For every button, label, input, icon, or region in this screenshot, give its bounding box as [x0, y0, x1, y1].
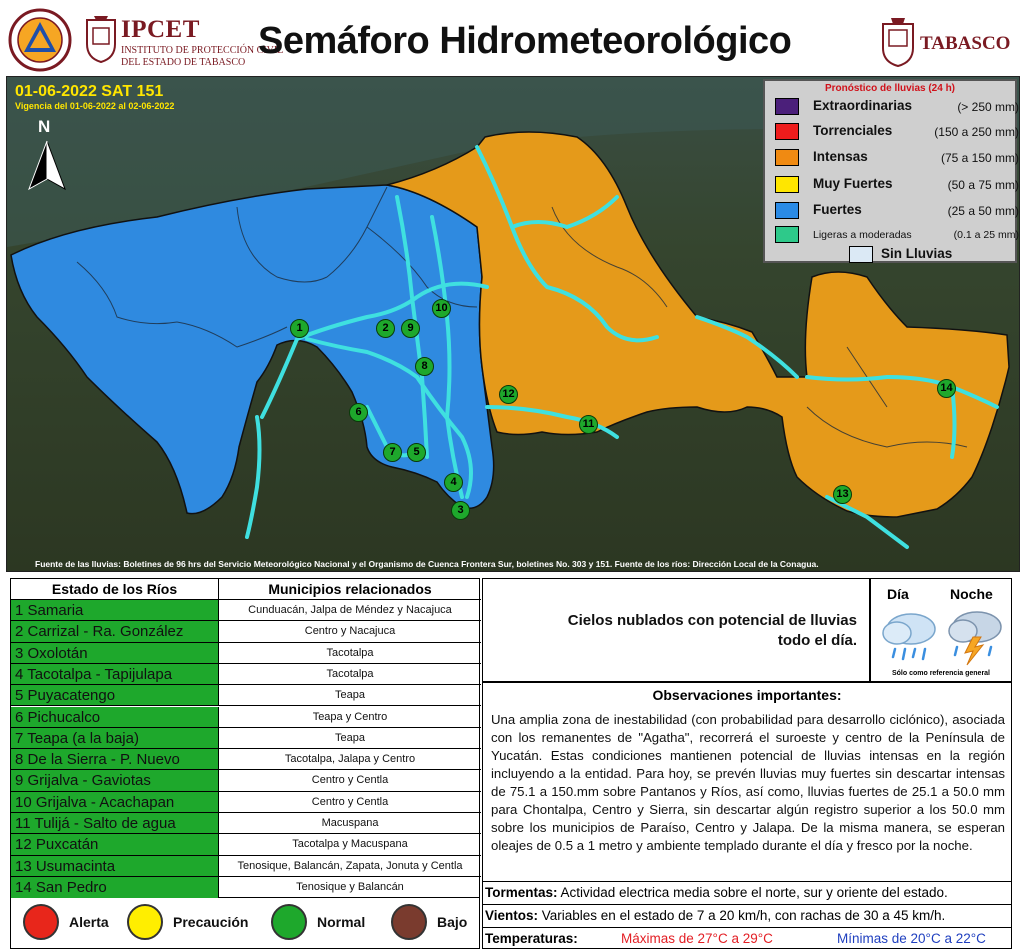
- north-letter: N: [38, 117, 51, 136]
- tabasco-shield-logo: [880, 16, 916, 68]
- header: [0, 0, 1024, 76]
- river-marker-2: 2: [376, 319, 395, 338]
- legend-item-torrenciales: [773, 120, 1019, 142]
- table-row: [11, 600, 481, 621]
- river-name: 12 Puxcatán: [11, 834, 219, 854]
- header-municipios: Municipios relacionados: [268, 581, 432, 597]
- legend-label: Intensas: [813, 149, 868, 164]
- table-row: [11, 749, 481, 770]
- table-row: [11, 664, 481, 685]
- table-row: [11, 813, 481, 834]
- day-label: Día: [887, 586, 909, 602]
- vientos-label: Vientos:: [485, 908, 539, 923]
- table-row: [11, 621, 481, 642]
- legend-item-intensas: [773, 146, 1019, 168]
- rivers-status-table: [10, 578, 480, 898]
- table-row: [11, 770, 481, 791]
- temp-max: Máximas de 27°C a 29°C: [621, 931, 773, 946]
- river-municipios: Tenosique, Balancán, Zapata, Jonuta y Centla: [237, 859, 463, 872]
- temperaturas-row: [482, 928, 1012, 949]
- river-marker-1: 1: [290, 319, 309, 338]
- river-name: 9 Grijalva - Gaviotas: [11, 770, 219, 790]
- legend-label: Fuertes: [813, 202, 862, 217]
- legend-title: Pronóstico de lluvias (24 h): [824, 83, 956, 94]
- legend-swatch: [775, 149, 799, 166]
- river-marker-14: 14: [937, 379, 956, 398]
- proteccion-civil-logo: [8, 8, 72, 72]
- temperaturas-label: Temperaturas:: [485, 931, 578, 946]
- table-row: [11, 792, 481, 813]
- status-dot: [127, 904, 163, 940]
- legend-range: (25 a 50 mm): [947, 204, 1019, 218]
- table-row: [11, 685, 481, 706]
- river-municipios: Tenosique y Balancán: [296, 880, 404, 893]
- day-night-box: [870, 578, 1012, 682]
- legend-item-sin-lluvias: [773, 243, 1013, 265]
- legend-label: Sin Lluvias: [881, 246, 953, 261]
- legend-range: (50 a 75 mm): [947, 178, 1019, 192]
- table-row: [11, 856, 481, 877]
- legend-label: Ligeras a moderadas: [813, 229, 912, 241]
- table-header: [11, 579, 481, 600]
- table-row: [11, 834, 481, 855]
- river-marker-12: 12: [499, 385, 518, 404]
- river-name: 1 Samaria: [11, 600, 219, 620]
- legend-swatch: [775, 226, 799, 243]
- river-municipios: Cunduacán, Jalpa de Méndez y Nacajuca: [248, 604, 452, 616]
- forecast-line-1: Cielos nublados con potencial de lluvias: [567, 612, 857, 629]
- rain-legend: [763, 79, 1017, 263]
- legend-swatch: [775, 123, 799, 140]
- legend-label: Torrenciales: [813, 123, 893, 138]
- river-municipios: Tacotalpa: [326, 646, 374, 659]
- status-dot: [23, 904, 59, 940]
- table-row: [11, 643, 481, 664]
- river-name: 13 Usumacinta: [11, 856, 219, 876]
- header-estado: Estado de los Ríos: [11, 579, 219, 599]
- river-name: 3 Oxolotán: [11, 643, 219, 663]
- river-marker-5: 5: [407, 443, 426, 462]
- ipcet-title: IPCET: [121, 16, 200, 43]
- forecast-box: [482, 578, 870, 682]
- river-marker-4: 4: [444, 473, 463, 492]
- storm-cloud-icon: [943, 603, 1007, 667]
- forecast-text: [497, 611, 857, 651]
- river-municipios: Teapa: [335, 689, 365, 702]
- vientos-text: Variables en el estado de 7 a 20 km/h, con rachas de 30 a 45 km/h.: [538, 908, 946, 923]
- river-municipios: Tacotalpa, Jalapa y Centro: [284, 753, 416, 766]
- legend-range: (> 250 mm): [957, 100, 1019, 114]
- tormentas-label: Tormentas:: [485, 885, 558, 900]
- observations-text: Una amplia zona de inestabilidad (con probabilidad para desarrollo ciclónico), asociada con los remanentes de "Agatha", recorrerá el suroeste y centro de la Península de Yucatán. Estas condiciones mantienen potencial de lluvias intensas en la región incluyendo a la entidad. Para hoy, se prevén lluvias muy fuertes sin descartar intensas de 75.1 a 150.mm sobre Pantanos y Ríos, así como, lluvias fuertes de 25.1 a 50.0 mm para Chontalpa, Centro y Sierra, sin descartar algún registro superior a los 50.0 mm sobre los municipios de Paraíso, Centro y Jalapa. De la misma manera, se esperan oleajes de 0.5 a 1 metro y ambiente templado durante el día y fresco por la noche.: [491, 712, 1005, 853]
- river-name: 14 San Pedro: [11, 877, 219, 898]
- river-municipios: Teapa: [335, 731, 365, 744]
- legend-item-fuertes: [773, 199, 1019, 221]
- river-municipios: Tacotalpa: [326, 667, 374, 680]
- legend-swatch: [775, 202, 799, 219]
- river-municipios: Macuspana: [321, 817, 379, 829]
- river-municipios: Centro y Nacajuca: [304, 625, 396, 638]
- river-name: 6 Pichucalco: [11, 707, 219, 727]
- river-marker-10: 10: [432, 299, 451, 318]
- observations-box: [482, 682, 1012, 882]
- tabasco-label: TABASCO: [920, 33, 1011, 54]
- river-name: 4 Tacotalpa - Tapijulapa: [11, 664, 219, 684]
- table-row: [11, 877, 481, 898]
- legend-swatch: [849, 246, 873, 263]
- forecast-line-2: todo el día.: [777, 632, 857, 649]
- night-label: Noche: [950, 586, 993, 602]
- date-title: 01-06-2022 SAT 151: [15, 83, 164, 100]
- river-marker-9: 9: [401, 319, 420, 338]
- river-name: 10 Grijalva - Acachapan: [11, 792, 219, 812]
- river-name: 2 Carrizal - Ra. González: [11, 621, 219, 641]
- legend-range: (0.1 a 25 mm): [953, 229, 1019, 241]
- temp-min: Mínimas de 20°C a 22°C: [837, 931, 986, 946]
- reference-note: Sólo como referencia general: [891, 670, 991, 677]
- river-marker-8: 8: [415, 357, 434, 376]
- sources-note: Fuente de las lluvias: Boletines de 96 hrs del Servicio Meteorológico Nacional y el Organismo de Cuenca Frontera Sur, boletines No. 303 y 151. Fuente de los ríos: Dirección Local de la Conagua.: [35, 559, 819, 569]
- legend-range: (150 a 250 mm): [934, 125, 1019, 139]
- rain-forecast-map: [6, 76, 1020, 572]
- status-legend: [10, 898, 480, 949]
- legend-label: Extraordinarias: [813, 98, 913, 113]
- ipcet-subtitle-2: DEL ESTADO DE TABASCO: [121, 57, 246, 68]
- legend-range: (75 a 150 mm): [940, 151, 1019, 165]
- legend-label: Muy Fuertes: [813, 176, 893, 191]
- status-label: Alerta: [69, 914, 109, 930]
- rain-cloud-icon: [877, 603, 941, 667]
- status-dot: [391, 904, 427, 940]
- north-arrow-icon: [25, 139, 69, 193]
- vientos-row: [482, 905, 1012, 928]
- river-marker-6: 6: [349, 403, 368, 422]
- river-name: 8 De la Sierra - P. Nuevo: [11, 749, 219, 769]
- tormentas-row: [482, 882, 1012, 905]
- legend-item-ligeras: [773, 223, 1019, 245]
- status-label: Normal: [317, 914, 366, 930]
- status-label: Bajo: [437, 914, 468, 930]
- table-row: [11, 707, 481, 728]
- river-municipios: Tacotalpa y Macuspana: [292, 838, 408, 851]
- river-marker-13: 13: [833, 485, 852, 504]
- river-municipios: Teapa y Centro: [312, 710, 388, 723]
- river-municipios: Centro y Centla: [311, 774, 389, 787]
- river-name: 7 Teapa (a la baja): [11, 728, 219, 748]
- table-row: [11, 728, 481, 749]
- legend-item-muy-fuertes: [773, 173, 1019, 195]
- river-marker-11: 11: [579, 415, 598, 434]
- ipcet-subtitle-1: INSTITUTO DE PROTECCIÓN CIVIL: [121, 45, 284, 56]
- legend-swatch: [775, 98, 799, 115]
- vigencia-label: Vigencia del 01-06-2022 al 02-06-2022: [15, 101, 175, 111]
- river-marker-3: 3: [451, 501, 470, 520]
- observations-title: Observaciones importantes:: [652, 687, 842, 703]
- river-name: 5 Puyacatengo: [11, 685, 219, 705]
- river-municipios: Centro y Centla: [311, 795, 389, 808]
- page-title: Semáforo Hidrometeorológico: [258, 20, 792, 62]
- legend-item-extraordinarias: [773, 95, 1019, 117]
- status-dot: [271, 904, 307, 940]
- ipcet-shield-logo: [84, 14, 118, 64]
- river-marker-7: 7: [383, 443, 402, 462]
- tormentas-text: Actividad electrica media sobre el norte, sur y oriente del estado.: [557, 885, 948, 900]
- river-name: 11 Tulijá - Salto de agua: [11, 813, 219, 833]
- status-label: Precaución: [173, 914, 249, 930]
- legend-swatch: [775, 176, 799, 193]
